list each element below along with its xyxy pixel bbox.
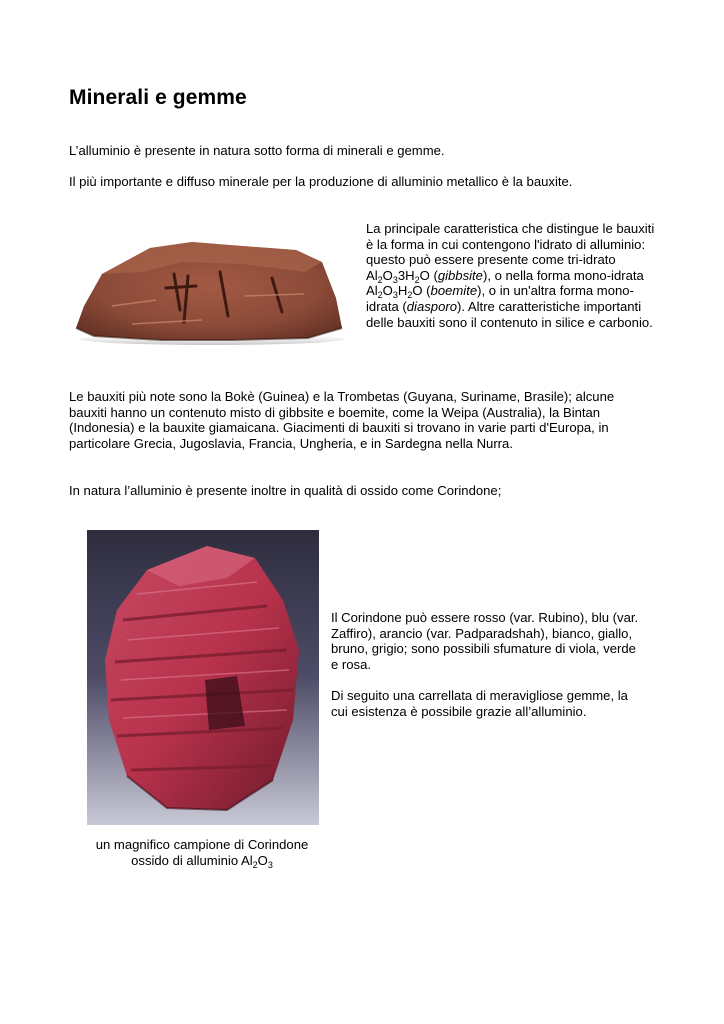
bauxite-image bbox=[72, 236, 344, 346]
oxide-intro-paragraph: In natura l’alluminio è presente inoltre in qualità di ossido come Corindone; bbox=[69, 483, 502, 498]
caption-line-1: un magnifico campione di Corindone bbox=[95, 837, 309, 852]
intro-paragraph-1: L’alluminio è presente in natura sotto forma di minerali e gemme. bbox=[69, 143, 445, 158]
bauxite-description: La principale caratteristica che distingue le bauxiti è la forma in cui contengono l'idrato di alluminio: questo può essere presente come tri-idrato $Al_2O_33H_2O$ (gibbsite), o nella forma mono-idrata $Al_2O_3H_2O$ (boemite), o in un'altra forma mono- idrata (diasporo). Altre caratteristiche importanti delle bauxiti sono il contenuto in silice e carbonio. bbox=[366, 221, 655, 330]
caption-line-2: ossido di alluminio $Al_2O_3$ bbox=[131, 852, 273, 870]
corundum-image bbox=[87, 530, 319, 825]
page-title: Minerali e gemme bbox=[69, 86, 247, 109]
bauxite-deposits-paragraph: Le bauxiti più note sono la Bokè (Guinea) e la Trombetas (Guyana, Suriname, Brasile); alcune bauxiti hanno un contenuto misto di gibbsite e boemite, come la Weipa (Australia), la Bintan (Indonesia) e la bauxite giamaicana. Giacimenti di bauxiti si trovano in varie parti d'Europa, in particolare Grecia, Jugoslavia, Francia, Ungheria, e in Sardegna nella Nurra. bbox=[69, 389, 615, 451]
corundum-colors-paragraph: Il Corindone può essere rosso (var. Rubino), blu (var. Zaffiro), arancio (var. Padparadshah), bianco, giallo, bruno, grigio; sono possibili sfumature di viola, verde e rosa. bbox=[331, 610, 639, 672]
corundum-gems-paragraph: Di seguito una carrellata di meravigliose gemme, la cui esistenza è possibile grazie all’alluminio. bbox=[331, 688, 628, 719]
intro-paragraph-2: Il più importante e diffuso minerale per la produzione di alluminio metallico è la bauxite. bbox=[69, 174, 573, 189]
corundum-caption bbox=[72, 837, 332, 868]
